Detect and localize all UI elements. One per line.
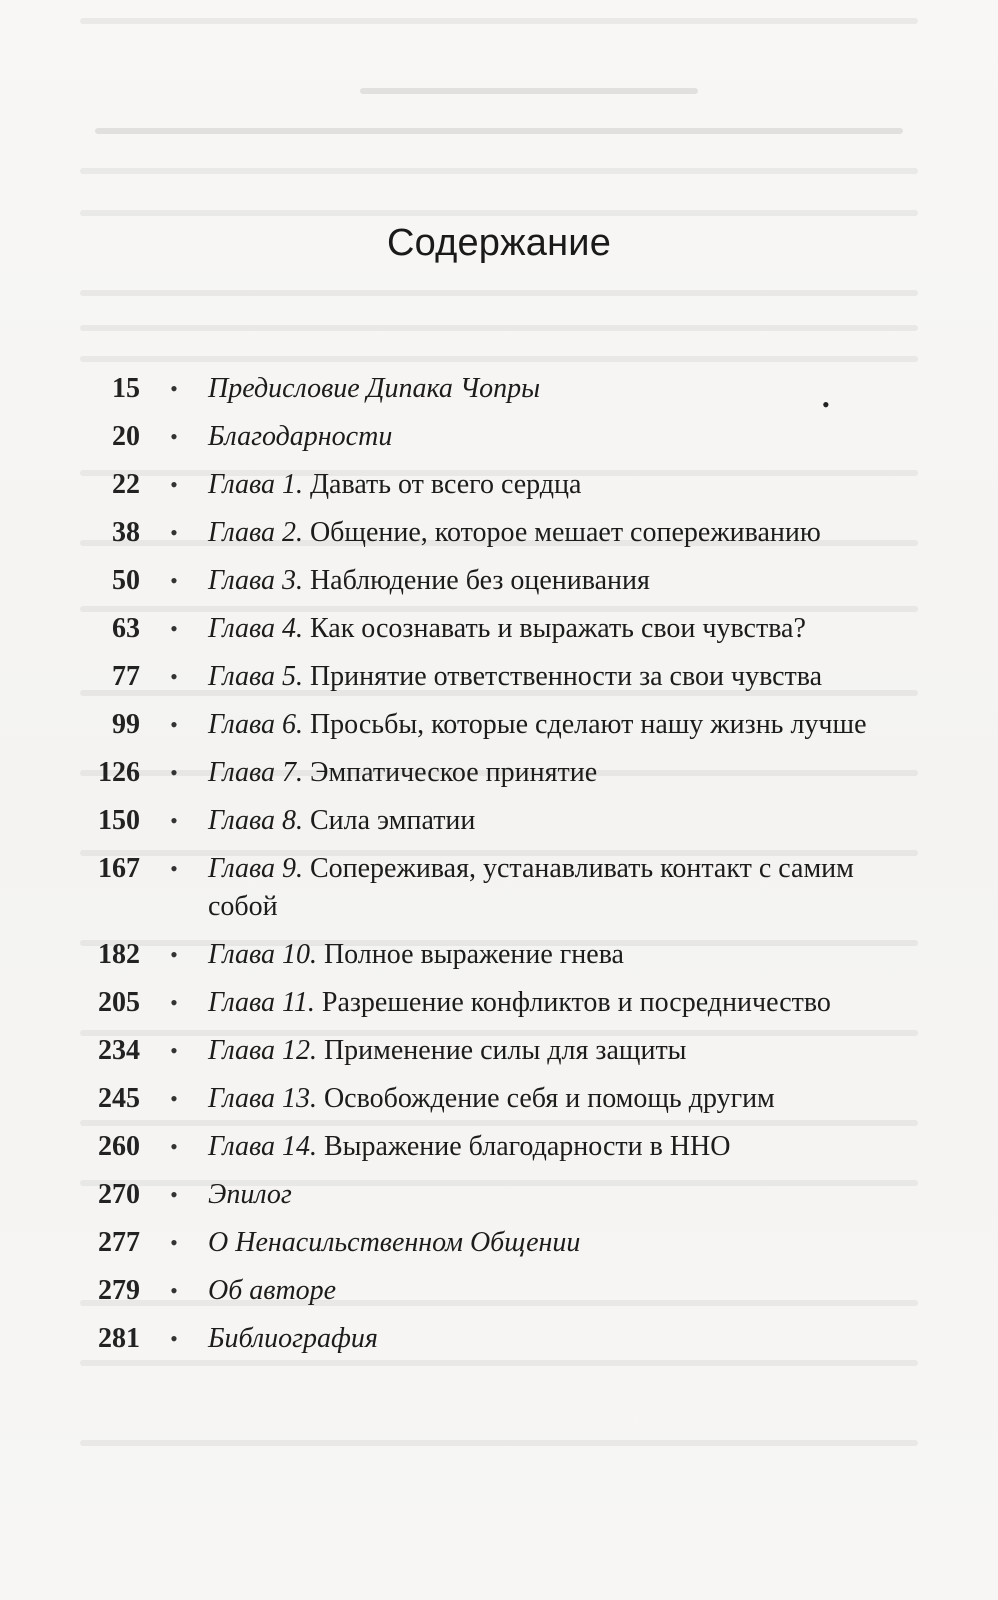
toc-entry-text	[208, 706, 908, 744]
toc-entry-text	[208, 936, 908, 974]
toc-entry-text	[208, 1224, 908, 1262]
toc-bullet: •	[170, 942, 178, 967]
toc-entry-text	[208, 1128, 908, 1166]
toc-bullet: •	[170, 760, 178, 785]
toc-entry-title: Освобождение себя и помощь другим	[323, 1083, 775, 1114]
toc-entry-title: Разрешение конфликтов и посредничество	[321, 987, 831, 1018]
toc-entry-text	[208, 754, 908, 792]
toc-entry-text	[208, 984, 908, 1022]
toc-bullet: •	[170, 568, 178, 593]
toc-page-number: 270	[98, 1179, 140, 1210]
bleed-through-line	[80, 356, 918, 362]
toc-bullet: •	[170, 1134, 178, 1159]
toc-entry-title: Эмпатическое принятие	[309, 757, 598, 788]
toc-entry	[0, 610, 998, 648]
toc-entry-text	[208, 1176, 908, 1214]
toc-entry-label: Предисловие Дипака Чопры	[208, 373, 541, 404]
toc-bullet: •	[170, 1278, 178, 1303]
toc-entry	[0, 754, 998, 792]
toc-entry-label: Глава 6.	[208, 709, 303, 740]
toc-entry-text	[208, 514, 908, 552]
toc-page-number: 99	[112, 709, 140, 740]
toc-entry	[0, 850, 998, 926]
toc-entry	[0, 466, 998, 504]
toc-entry-label: Глава 7.	[208, 757, 303, 788]
toc-bullet: •	[170, 664, 178, 689]
toc-page-number: 279	[98, 1275, 140, 1306]
toc-entry	[0, 1224, 998, 1262]
toc-bullet: •	[170, 856, 178, 881]
toc-entry-text	[208, 802, 908, 840]
toc-entry-title: Принятие ответственности за свои чувства	[309, 661, 823, 692]
toc-page-number: 50	[112, 565, 140, 596]
toc-entry	[0, 1320, 998, 1358]
toc-entry-text	[208, 1032, 908, 1070]
toc-entry	[0, 1272, 998, 1310]
toc-page-number: 77	[112, 661, 140, 692]
bleed-through-line	[95, 128, 903, 134]
toc-page-number: 15	[112, 373, 140, 404]
bleed-through-line	[80, 290, 918, 296]
toc-bullet: •	[170, 520, 178, 545]
toc-entry-label: Библиография	[208, 1323, 378, 1354]
toc-entry-label: Глава 11.	[208, 987, 315, 1018]
toc-entry-text	[208, 850, 908, 926]
toc-entry-title: Давать от всего сердца	[309, 469, 582, 500]
toc-entry-text	[208, 418, 908, 456]
toc-entry	[0, 984, 998, 1022]
toc-entry-label: Глава 1.	[208, 469, 303, 500]
toc-entry-text	[208, 370, 908, 408]
toc-entry-label: Глава 9.	[208, 853, 303, 884]
toc-entry-text	[208, 1080, 908, 1118]
toc-entry-title: Сопереживая, устанавливать контакт с самим собой	[208, 853, 854, 922]
toc-bullet: •	[170, 808, 178, 833]
toc-entry-title: Просьбы, которые сделают нашу жизнь лучше	[309, 709, 867, 740]
toc-entry	[0, 802, 998, 840]
toc-bullet: •	[170, 1230, 178, 1255]
toc-entry-label: Глава 2.	[208, 517, 303, 548]
toc-page-number: 245	[98, 1083, 140, 1114]
toc-bullet: •	[170, 712, 178, 737]
toc-bullet: •	[170, 472, 178, 497]
toc-entry-title: Полное выражение гнева	[323, 939, 624, 970]
toc-entry	[0, 1176, 998, 1214]
toc-entry	[0, 1080, 998, 1118]
toc-entry	[0, 658, 998, 696]
toc-entry-title: Сила эмпатии	[309, 805, 476, 836]
bleed-through-line	[80, 168, 918, 174]
toc-entry-text	[208, 610, 908, 648]
page-title: Содержание	[386, 222, 612, 264]
toc-bullet: •	[170, 376, 178, 401]
bleed-through-line	[360, 88, 698, 94]
toc-page-number: 205	[98, 987, 140, 1018]
toc-bullet: •	[170, 424, 178, 449]
toc-bullet: •	[170, 1038, 178, 1063]
stray-bullet: •	[822, 392, 830, 417]
toc-entry-label: Глава 10.	[208, 939, 317, 970]
toc-page-number: 234	[98, 1035, 140, 1066]
toc-entry	[0, 514, 998, 552]
toc-page-number: 277	[98, 1227, 140, 1258]
toc-entry-label: Глава 4.	[208, 613, 303, 644]
toc-page-number: 281	[98, 1323, 140, 1354]
toc-entry-label: Глава 3.	[208, 565, 303, 596]
toc-entry-label: О Ненасильственном Общении	[208, 1227, 581, 1258]
toc-entry-title: Наблюдение без оценивания	[309, 565, 650, 596]
toc-bullet: •	[170, 1182, 178, 1207]
toc-entry-label: Эпилог	[208, 1179, 292, 1210]
toc-entry-title: Применение силы для защиты	[323, 1035, 687, 1066]
toc-page-number: 63	[112, 613, 140, 644]
toc-entry-label: Об авторе	[208, 1275, 337, 1306]
toc-entry-title: Выражение благодарности в ННО	[323, 1131, 731, 1162]
toc-entry-label: Благодарности	[208, 421, 393, 452]
toc-page-number: 22	[112, 469, 140, 500]
toc-entry	[0, 1128, 998, 1166]
table-of-contents	[0, 370, 998, 1368]
toc-page-number: 126	[98, 757, 140, 788]
bleed-through-line	[80, 1440, 918, 1446]
toc-page-number: 260	[98, 1131, 140, 1162]
toc-entry-text	[208, 562, 908, 600]
toc-bullet: •	[170, 1326, 178, 1351]
toc-entry-label: Глава 8.	[208, 805, 303, 836]
toc-entry-text	[208, 1272, 908, 1310]
toc-entry-text	[208, 466, 908, 504]
toc-entry	[0, 1032, 998, 1070]
bleed-through-line	[80, 325, 918, 331]
toc-entry-title: Как осознавать и выражать свои чувства?	[309, 613, 806, 644]
toc-entry-label: Глава 13.	[208, 1083, 317, 1114]
toc-bullet: •	[170, 616, 178, 641]
toc-page-number: 167	[98, 853, 140, 884]
toc-entry	[0, 706, 998, 744]
toc-entry-title: Общение, которое мешает сопереживанию	[309, 517, 821, 548]
toc-bullet: •	[170, 990, 178, 1015]
bleed-through-line	[80, 18, 918, 24]
toc-entry	[0, 936, 998, 974]
toc-page-number: 150	[98, 805, 140, 836]
toc-entry	[0, 418, 998, 456]
toc-entry-text	[208, 658, 908, 696]
toc-entry-text	[208, 1320, 908, 1358]
toc-bullet: •	[170, 1086, 178, 1111]
toc-entry-label: Глава 12.	[208, 1035, 317, 1066]
toc-page-number: 182	[98, 939, 140, 970]
bleed-through-line	[80, 210, 918, 216]
toc-entry	[0, 562, 998, 600]
toc-entry-label: Глава 14.	[208, 1131, 317, 1162]
toc-page-number: 38	[112, 517, 140, 548]
toc-entry-label: Глава 5.	[208, 661, 303, 692]
toc-entry	[0, 370, 998, 408]
toc-page-number: 20	[112, 421, 140, 452]
